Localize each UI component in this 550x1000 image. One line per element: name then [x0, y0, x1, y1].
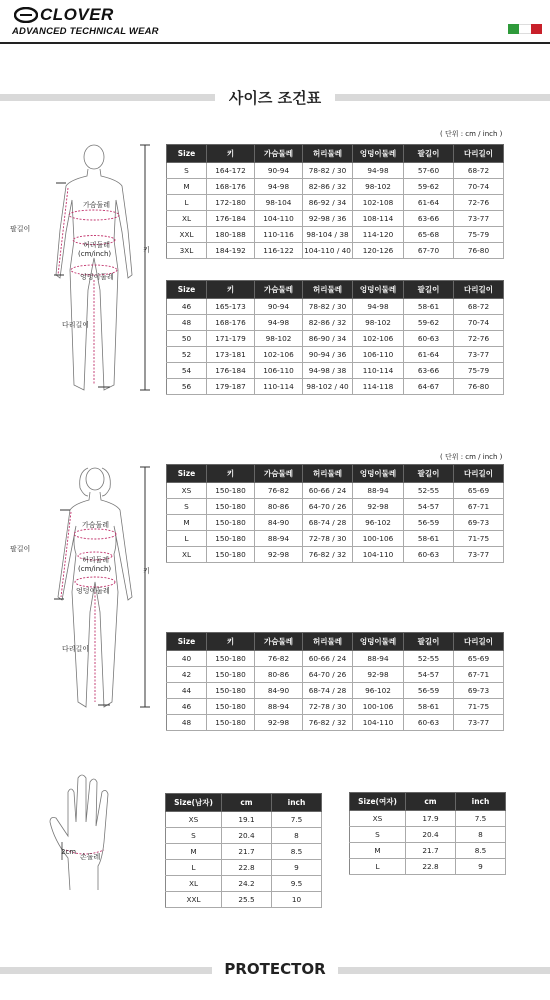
table-header-cell: inch: [456, 793, 506, 811]
table-cell: 92-98: [353, 499, 404, 515]
table-cell: 88-94: [255, 699, 303, 715]
table-cell: 21.7: [222, 844, 272, 860]
glove-size-table-men: [165, 793, 322, 908]
table-cell: 58-61: [404, 299, 454, 315]
table-row: [166, 828, 322, 844]
table-cell: 88-94: [255, 531, 303, 547]
table-cell: 114-118: [353, 379, 404, 395]
table-header-cell: 허리둘레: [303, 145, 353, 163]
women-size-table-numeric: [166, 632, 504, 731]
table-cell: 92-98: [255, 715, 303, 731]
table-cell: 98-104 / 38: [303, 227, 353, 243]
size-cell: 52: [167, 347, 207, 363]
table-cell: 63-66: [404, 363, 454, 379]
table-cell: 100-106: [353, 531, 404, 547]
table-row: [167, 531, 504, 547]
table-cell: 173-181: [207, 347, 255, 363]
size-cell: 46: [167, 299, 207, 315]
table-cell: 80-86: [255, 499, 303, 515]
table-cell: 90-94: [255, 163, 303, 179]
table-cell: 100-106: [353, 699, 404, 715]
table-cell: 68-74 / 28: [303, 515, 353, 531]
female-inseam-label: 다리길이: [62, 645, 90, 653]
size-cell: L: [167, 195, 207, 211]
table-cell: 150-180: [207, 715, 255, 731]
table-cell: 52-55: [404, 483, 454, 499]
hand-width-label: 2cm: [61, 848, 77, 856]
table-header-cell: cm: [222, 794, 272, 812]
size-cell: 40: [167, 651, 207, 667]
table-row: [167, 195, 504, 211]
brand-tagline: ADVANCED TECHNICAL WEAR: [12, 26, 159, 37]
table-header-cell: 다리길이: [454, 633, 504, 651]
table-cell: 70-74: [454, 179, 504, 195]
table-cell: 94-98: [255, 315, 303, 331]
table-cell: 168-176: [207, 179, 255, 195]
table-cell: 9: [272, 860, 322, 876]
table-cell: 22.8: [222, 860, 272, 876]
table-cell: 104-110: [353, 715, 404, 731]
table-row: [166, 860, 322, 876]
table-cell: 9: [456, 859, 506, 875]
table-cell: 150-180: [207, 499, 255, 515]
male-hip-label: 엉덩이둘레: [80, 273, 114, 281]
table-cell: 69-73: [454, 515, 504, 531]
table-cell: 102-108: [353, 195, 404, 211]
table-cell: 8: [456, 827, 506, 843]
table-cell: 54-57: [404, 499, 454, 515]
table-cell: 98-102: [353, 315, 404, 331]
table-cell: 76-80: [454, 379, 504, 395]
table-row: [166, 892, 322, 908]
table-cell: 180-188: [207, 227, 255, 243]
table-cell: 60-66 / 24: [303, 483, 353, 499]
table-row: [167, 683, 504, 699]
table-row: [167, 499, 504, 515]
table-cell: 70-74: [454, 315, 504, 331]
table-cell: 17.9: [406, 811, 456, 827]
table-header-row: [350, 793, 506, 811]
table-cell: 69-73: [454, 683, 504, 699]
table-header-cell: 가슴둘레: [255, 633, 303, 651]
table-cell: 71-75: [454, 531, 504, 547]
table-cell: 20.4: [222, 828, 272, 844]
table-cell: 106-110: [353, 347, 404, 363]
size-cell: XS: [167, 483, 207, 499]
size-cell: 3XL: [167, 243, 207, 259]
table-row: [167, 667, 504, 683]
table-cell: 165-173: [207, 299, 255, 315]
size-cell: L: [350, 859, 406, 875]
table-cell: 94-98: [353, 163, 404, 179]
table-cell: 57-60: [404, 163, 454, 179]
protector-title-bar: [0, 957, 550, 983]
table-cell: 76-80: [454, 243, 504, 259]
table-cell: 76-82 / 32: [303, 547, 353, 563]
table-cell: 150-180: [207, 531, 255, 547]
size-cell: 56: [167, 379, 207, 395]
table-cell: 72-76: [454, 331, 504, 347]
table-cell: 94-98: [353, 299, 404, 315]
table-cell: 82-86 / 32: [303, 315, 353, 331]
table-header-cell: 키: [207, 633, 255, 651]
table-cell: 64-67: [404, 379, 454, 395]
size-cell: XL: [166, 876, 222, 892]
table-cell: 8.5: [456, 843, 506, 859]
size-chart-title: 사이즈 조건표: [215, 89, 335, 107]
table-cell: 59-62: [404, 315, 454, 331]
men-size-table-numeric: [166, 280, 504, 395]
size-cell: 42: [167, 667, 207, 683]
size-cell: XL: [167, 547, 207, 563]
size-cell: 48: [167, 315, 207, 331]
male-inseam-label: 다리길이: [62, 321, 90, 329]
table-header-cell: Size: [167, 281, 207, 299]
table-cell: 59-62: [404, 179, 454, 195]
table-cell: 72-76: [454, 195, 504, 211]
table-cell: 172-180: [207, 195, 255, 211]
female-waist-label: 허리둘레: [82, 556, 110, 564]
table-cell: 63-66: [404, 211, 454, 227]
table-cell: 168-176: [207, 315, 255, 331]
table-header-cell: 허리둘레: [303, 633, 353, 651]
table-cell: 98-102: [353, 179, 404, 195]
size-cell: 54: [167, 363, 207, 379]
table-cell: 102-106: [255, 347, 303, 363]
table-cell: 84-90: [255, 515, 303, 531]
table-cell: 110-116: [255, 227, 303, 243]
table-cell: 150-180: [207, 699, 255, 715]
table-cell: 96-102: [353, 683, 404, 699]
female-hip-label: 엉덩이둘레: [76, 587, 110, 595]
table-cell: 58-61: [404, 699, 454, 715]
table-cell: 67-71: [454, 667, 504, 683]
table-cell: 150-180: [207, 683, 255, 699]
table-cell: 179-187: [207, 379, 255, 395]
men-size-table-letter: [166, 144, 504, 259]
table-cell: 65-68: [404, 227, 454, 243]
table-cell: 150-180: [207, 483, 255, 499]
table-header-cell: 엉덩이둘레: [353, 465, 404, 483]
table-cell: 78-82 / 30: [303, 299, 353, 315]
table-cell: 60-63: [404, 547, 454, 563]
table-row: [167, 363, 504, 379]
size-cell: XXL: [167, 227, 207, 243]
table-header-cell: 가슴둘레: [255, 281, 303, 299]
table-cell: 68-74 / 28: [303, 683, 353, 699]
table-cell: 72-78 / 30: [303, 699, 353, 715]
table-cell: 76-82: [255, 483, 303, 499]
table-header-cell: Size: [167, 145, 207, 163]
table-row: [167, 483, 504, 499]
table-cell: 150-180: [207, 547, 255, 563]
table-cell: 19.1: [222, 812, 272, 828]
women-size-table-letter: [166, 464, 504, 563]
table-header-cell: Size: [167, 465, 207, 483]
table-cell: 67-70: [404, 243, 454, 259]
size-cell: M: [350, 843, 406, 859]
table-cell: 114-120: [353, 227, 404, 243]
table-cell: 90-94: [255, 299, 303, 315]
table-row: [167, 331, 504, 347]
table-row: [167, 379, 504, 395]
size-cell: 48: [167, 715, 207, 731]
table-cell: 150-180: [207, 667, 255, 683]
table-header-cell: 팔길이: [404, 281, 454, 299]
table-row: [167, 651, 504, 667]
table-row: [167, 299, 504, 315]
table-cell: 68-72: [454, 163, 504, 179]
table-cell: 60-63: [404, 715, 454, 731]
table-row: [166, 844, 322, 860]
table-header-row: [167, 145, 504, 163]
table-cell: 96-102: [353, 515, 404, 531]
table-header-cell: 키: [207, 281, 255, 299]
female-waist-unit-label: (cm/inch): [78, 565, 112, 573]
size-cell: S: [350, 827, 406, 843]
size-cell: XXL: [166, 892, 222, 908]
table-cell: 150-180: [207, 651, 255, 667]
table-cell: 90-94 / 36: [303, 347, 353, 363]
glove-size-table-women: [349, 792, 506, 875]
table-cell: 164-172: [207, 163, 255, 179]
table-cell: 94-98 / 38: [303, 363, 353, 379]
table-cell: 60-66 / 24: [303, 651, 353, 667]
size-cell: M: [167, 515, 207, 531]
table-cell: 24.2: [222, 876, 272, 892]
male-waist-unit-label: (cm/inch): [78, 250, 112, 258]
table-cell: 54-57: [404, 667, 454, 683]
male-height-label: 키: [143, 246, 150, 254]
table-cell: 8: [272, 828, 322, 844]
table-row: [167, 179, 504, 195]
table-row: [350, 811, 506, 827]
table-cell: 73-77: [454, 347, 504, 363]
table-row: [350, 827, 506, 843]
table-cell: 68-72: [454, 299, 504, 315]
table-row: [167, 699, 504, 715]
table-cell: 75-79: [454, 363, 504, 379]
size-cell: M: [166, 844, 222, 860]
table-cell: 88-94: [353, 651, 404, 667]
table-header-cell: 허리둘레: [303, 281, 353, 299]
size-cell: S: [166, 828, 222, 844]
table-row: [167, 715, 504, 731]
female-height-label: 키: [143, 567, 150, 575]
table-header-cell: 다리길이: [454, 465, 504, 483]
female-chest-label: 가슴둘레: [82, 521, 110, 529]
female-body-figure: [10, 462, 165, 722]
hand-circumference-label: 손둘레: [80, 853, 101, 861]
table-cell: 176-184: [207, 211, 255, 227]
table-row: [167, 227, 504, 243]
table-header-cell: 엉덩이둘레: [353, 281, 404, 299]
table-cell: 9.5: [272, 876, 322, 892]
size-cell: XS: [350, 811, 406, 827]
table-cell: 110-114: [255, 379, 303, 395]
table-header-row: [167, 465, 504, 483]
male-body-figure: [10, 140, 165, 400]
table-cell: 67-71: [454, 499, 504, 515]
table-cell: 65-69: [454, 483, 504, 499]
table-row: [350, 843, 506, 859]
table-cell: 78-82 / 30: [303, 163, 353, 179]
table-row: [166, 876, 322, 892]
table-row: [167, 163, 504, 179]
table-cell: 92-98: [255, 547, 303, 563]
table-header-cell: 엉덩이둘레: [353, 633, 404, 651]
table-row: [166, 812, 322, 828]
table-cell: 7.5: [272, 812, 322, 828]
size-cell: 50: [167, 331, 207, 347]
table-cell: 102-106: [353, 331, 404, 347]
table-cell: 150-180: [207, 515, 255, 531]
table-header-cell: 키: [207, 465, 255, 483]
table-cell: 73-77: [454, 211, 504, 227]
table-cell: 171-179: [207, 331, 255, 347]
table-cell: 73-77: [454, 547, 504, 563]
table-header-cell: 가슴둘레: [255, 145, 303, 163]
table-header-cell: cm: [406, 793, 456, 811]
female-sleeve-label: 팔길이: [10, 545, 31, 553]
header-divider: [0, 42, 550, 44]
table-row: [167, 211, 504, 227]
size-cell: 44: [167, 683, 207, 699]
protector-title: PROTECTOR: [212, 960, 337, 978]
table-cell: 86-92 / 34: [303, 195, 353, 211]
table-cell: 98-102: [255, 331, 303, 347]
table-header-cell: Size: [167, 633, 207, 651]
table-header-cell: 팔길이: [404, 633, 454, 651]
table-cell: 20.4: [406, 827, 456, 843]
table-cell: 120-126: [353, 243, 404, 259]
size-cell: S: [167, 163, 207, 179]
table-header-cell: 허리둘레: [303, 465, 353, 483]
table-row: [167, 315, 504, 331]
table-cell: 104-110: [255, 211, 303, 227]
table-row: [167, 243, 504, 259]
table-header-cell: Size(여자): [350, 793, 406, 811]
table-header-row: [167, 633, 504, 651]
table-row: [167, 547, 504, 563]
men-unit-note: ( 단위 : cm / inch ): [440, 130, 503, 138]
brand-logo[interactable]: CLOVER: [40, 5, 114, 24]
male-waist-label: 허리둘레: [83, 241, 111, 249]
hand-figure: [40, 770, 130, 900]
table-cell: 76-82 / 32: [303, 715, 353, 731]
table-cell: 104-110 / 40: [303, 243, 353, 259]
table-cell: 116-122: [255, 243, 303, 259]
table-cell: 82-86 / 32: [303, 179, 353, 195]
table-cell: 86-90 / 34: [303, 331, 353, 347]
table-header-cell: inch: [272, 794, 322, 812]
table-cell: 80-86: [255, 667, 303, 683]
table-header-row: [167, 281, 504, 299]
size-cell: L: [167, 531, 207, 547]
table-cell: 71-75: [454, 699, 504, 715]
table-cell: 75-79: [454, 227, 504, 243]
table-cell: 88-94: [353, 483, 404, 499]
table-header-row: [166, 794, 322, 812]
table-cell: 72-78 / 30: [303, 531, 353, 547]
table-header-cell: Size(남자): [166, 794, 222, 812]
size-cell: L: [166, 860, 222, 876]
table-cell: 22.8: [406, 859, 456, 875]
table-cell: 21.7: [406, 843, 456, 859]
male-sleeve-label: 팔길이: [10, 225, 31, 233]
table-cell: 10: [272, 892, 322, 908]
male-chest-label: 가슴둘레: [83, 201, 111, 209]
size-cell: S: [167, 499, 207, 515]
table-cell: 184-192: [207, 243, 255, 259]
table-cell: 98-102 / 40: [303, 379, 353, 395]
table-cell: 92-98 / 36: [303, 211, 353, 227]
size-chart-title-bar: [0, 84, 550, 110]
size-cell: 46: [167, 699, 207, 715]
table-row: [167, 347, 504, 363]
clover-logo-mark-icon: [14, 7, 36, 23]
table-header-cell: 팔길이: [404, 465, 454, 483]
table-header-cell: 키: [207, 145, 255, 163]
table-cell: 92-98: [353, 667, 404, 683]
table-cell: 110-114: [353, 363, 404, 379]
table-row: [167, 515, 504, 531]
table-cell: 56-59: [404, 683, 454, 699]
table-cell: 61-64: [404, 195, 454, 211]
table-row: [350, 859, 506, 875]
italy-flag-icon: [508, 24, 542, 34]
table-cell: 94-98: [255, 179, 303, 195]
table-header-cell: 다리길이: [454, 145, 504, 163]
table-cell: 104-110: [353, 547, 404, 563]
size-cell: XS: [166, 812, 222, 828]
table-cell: 108-114: [353, 211, 404, 227]
size-cell: XL: [167, 211, 207, 227]
table-header-cell: 엉덩이둘레: [353, 145, 404, 163]
table-cell: 58-61: [404, 531, 454, 547]
table-cell: 7.5: [456, 811, 506, 827]
table-cell: 73-77: [454, 715, 504, 731]
size-cell: M: [167, 179, 207, 195]
table-cell: 25.5: [222, 892, 272, 908]
table-cell: 84-90: [255, 683, 303, 699]
women-unit-note: ( 단위 : cm / inch ): [440, 453, 503, 461]
table-cell: 52-55: [404, 651, 454, 667]
table-header-cell: 가슴둘레: [255, 465, 303, 483]
table-cell: 56-59: [404, 515, 454, 531]
table-cell: 106-110: [255, 363, 303, 379]
table-cell: 98-104: [255, 195, 303, 211]
table-header-cell: 팔길이: [404, 145, 454, 163]
table-header-cell: 다리길이: [454, 281, 504, 299]
table-cell: 76-82: [255, 651, 303, 667]
table-cell: 8.5: [272, 844, 322, 860]
table-cell: 60-63: [404, 331, 454, 347]
table-cell: 65-69: [454, 651, 504, 667]
table-cell: 176-184: [207, 363, 255, 379]
table-cell: 64-70 / 26: [303, 499, 353, 515]
table-cell: 61-64: [404, 347, 454, 363]
table-cell: 64-70 / 26: [303, 667, 353, 683]
